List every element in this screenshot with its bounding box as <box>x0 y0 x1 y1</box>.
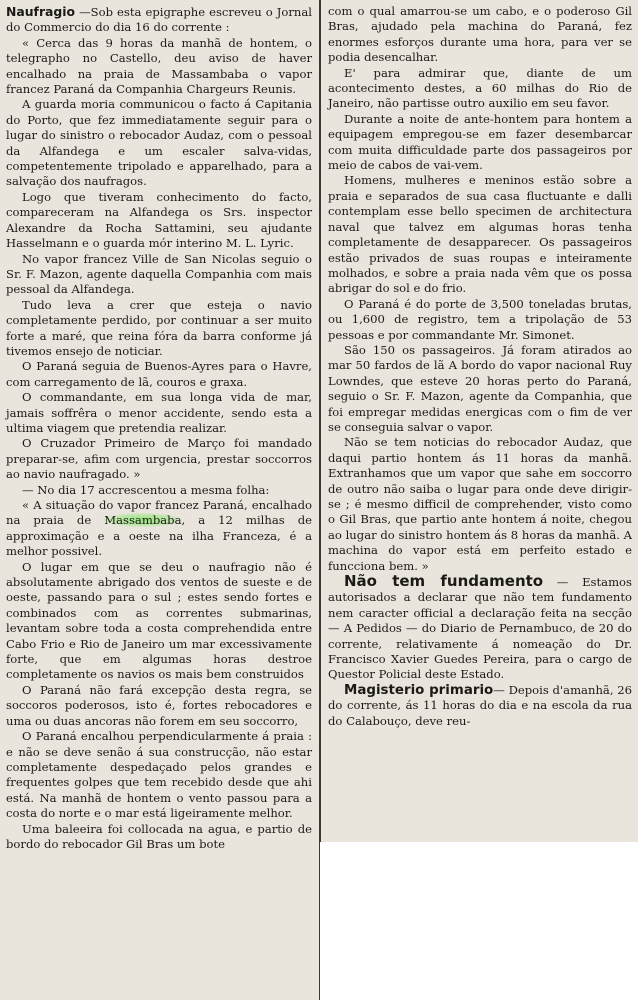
blank-area <box>320 842 638 1000</box>
left-column <box>0 0 318 1000</box>
article-magisterio-primario: Magisterio primario— Depois d'amanhã, 26 do corrente, ás 11 horas do dia e na escola da rua do Calabouço, deve reu- <box>328 682 632 728</box>
paragraph: « Cerca das 9 horas da manhã de hontem, o telegrapho no Castello, deu aviso de haver encalhado na praia de Massambaba o vapor francez Paraná da Companhia Chargeurs Reunis. <box>6 35 312 97</box>
paragraph: A guarda moria communicou o facto á Capitania do Porto, que fez immediatamente seguir para o lugar do sinistro o rebocador Audaz, com o pessoal da Alfandega e um escaler salva-vidas, competentemente tripolado e apparelhado, para a salvação dos naufragos. <box>6 97 312 189</box>
paragraph: No vapor francez Ville de San Nicolas seguio o Sr. F. Mazon, agente daquella Companhia com mais pessoal da Alfandega. <box>6 251 312 297</box>
section-heading-nao-tem-fundamento: Não tem fundamento <box>344 572 544 591</box>
paragraph: — No dia 17 accrescentou a mesma folha: <box>22 482 270 497</box>
paragraph: São 150 os passageiros. Já foram atirados ao mar 50 fardos de lã A bordo do vapor nacional Ruy Lowndes, que esteve 20 horas perto do Paraná, seguio o Sr. F. Mazon, agente da Companhia, que foi empregar medidas energicas com o fim de ver se conseguia salvar o vapor. <box>328 342 632 434</box>
paragraph: Logo que tiveram conhecimento do facto, compareceram na Alfandega os Srs. inspector Alexandre da Rocha Sattamini, seu ajudante Hasselmann e o guarda mór interino M. L. Lyric. <box>6 189 312 251</box>
paragraph: O commandante, em sua longa vida de mar, jamais soffrêra o menor accidente, sendo esta a ultima viagem que pretendia realizar. <box>6 390 312 435</box>
paragraph: com o qual amarrou-se um cabo, e o poderoso Gil Bras, ajudado pela machina do Paraná, fez enormes esforços durante uma hora, para ver se podia desencalhar. <box>328 4 632 65</box>
paragraph: O Paraná é do porte de 3,500 toneladas brutas, ou 1,600 de registro, tem a tripolação de 53 pessoas e por commandante Mr. Simonet. <box>328 296 632 342</box>
paragraph: O lugar em que se deu o naufragio não é absolutamente abrigado dos ventos de sueste e de oeste, passando para o sul ; estes sendo fortes e combinados com as correntes submarinas, levantam sobre toda a costa comprehendida entre Cabo Frio e Rio de Janeiro um mar excessivamente forte, que em algumas horas destroe completamente os navios os mais bem construidos <box>6 559 312 682</box>
section-heading-naufragio: Naufragio <box>6 4 76 19</box>
right-column <box>322 0 638 842</box>
paragraph: Não se tem noticias do rebocador Audaz, que daqui partio hontem ás 11 horas da manhã. Extranhamos que um vapor que sahe em soccorro de outro não saiba o lugar para onde deve dirigir-se ; é mesmo difficil de comprehender, visto como o Gil Bras, que partio ante hontem á noite, chegou ao lugar do sinistro hontem ás 8 horas da manhã. A machina do vapor está em perfeito estado e funcciona bem. » <box>328 435 632 573</box>
highlighted-word: Massambaba <box>104 513 182 528</box>
paragraph: Uma baleeira foi collocada na agua, e partio de bordo do rebocador Gil Bras um bote <box>6 821 312 851</box>
paragraph: Durante a noite de ante-hontem para hontem a equipagem empregou-se em fazer desembarcar com muita difficuldade parte dos passageiros por meio de cabos de vai-vem. <box>328 111 632 173</box>
section-heading-magisterio-primario: Magisterio primario <box>344 682 494 698</box>
paragraph: O Paraná encalhou perpendicularmente á praia : e não se deve senão á sua construcção, não estar completamente despedaçado pelos grandes e frequentes golpes que tem recebido desde que ahi está. Na manhã de hontem o vento passou para a costa do norte e o mar está ligeiramente melhor. <box>6 729 312 821</box>
paragraph: O Paraná seguia de Buenos-Ayres para o Havre, com carregamento de lã, couros e graxa. <box>6 359 312 389</box>
paragraph-with-highlight: « A situação do vapor francez Paraná, encalhado na praia de Massambaba, a 12 milhas de approximação e a oeste na ilha Franceza, é a melhor possivel. <box>6 498 312 559</box>
paragraph: O Cruzador Primeiro de Março foi mandado preparar-se, afim com urgencia, prestar soccorros ao navio naufragado. » <box>6 436 312 482</box>
paragraph: Homens, mulheres e meninos estão sobre a praia e separados de sua casa fluctuante e dalli contemplam esse bello specimen de architectura naval que talvez em algumas horas tenha completamente de desapparecer. Os passageiros estão privados de suas roupas e inteiramente molhados, e sobre a praia nada vêm que os possa abrigar do sol e do frio. <box>328 173 632 296</box>
article-naufragio-intro: Naufragio —Sob esta epigraphe escreveu o Jornal do Commercio do dia 16 do corrente : <box>6 4 312 35</box>
paragraph: Tudo leva a crer que esteja o navio completamente perdido, por continuar a ser muito forte a maré, que reina fóra da barra conforme já tivemos ensejo de noticiar. <box>6 297 312 358</box>
paragraph: E' para admirar que, diante de um acontecimento destes, a 60 milhas do Rio de Janeiro, não partisse outro auxilio em seu favor. <box>328 65 632 111</box>
article-nao-tem-fundamento: Não tem fundamento — Estamos autorisados a declarar que não tem fundamento nem caracter official a declaração feita na secção — A Pedidos — do Diario de Pernambuco, de 20 do corrente, relativamente á nomeação do Dr. Francisco Xavier Guedes Pereira, para o cargo de Questor Policial deste Estado. <box>328 572 632 682</box>
paragraph: O Paraná não fará excepção desta regra, se soccoros poderosos, isto é, fortes rebocadores e uma ou duas ancoras não forem em seu soccorro, <box>6 682 312 728</box>
